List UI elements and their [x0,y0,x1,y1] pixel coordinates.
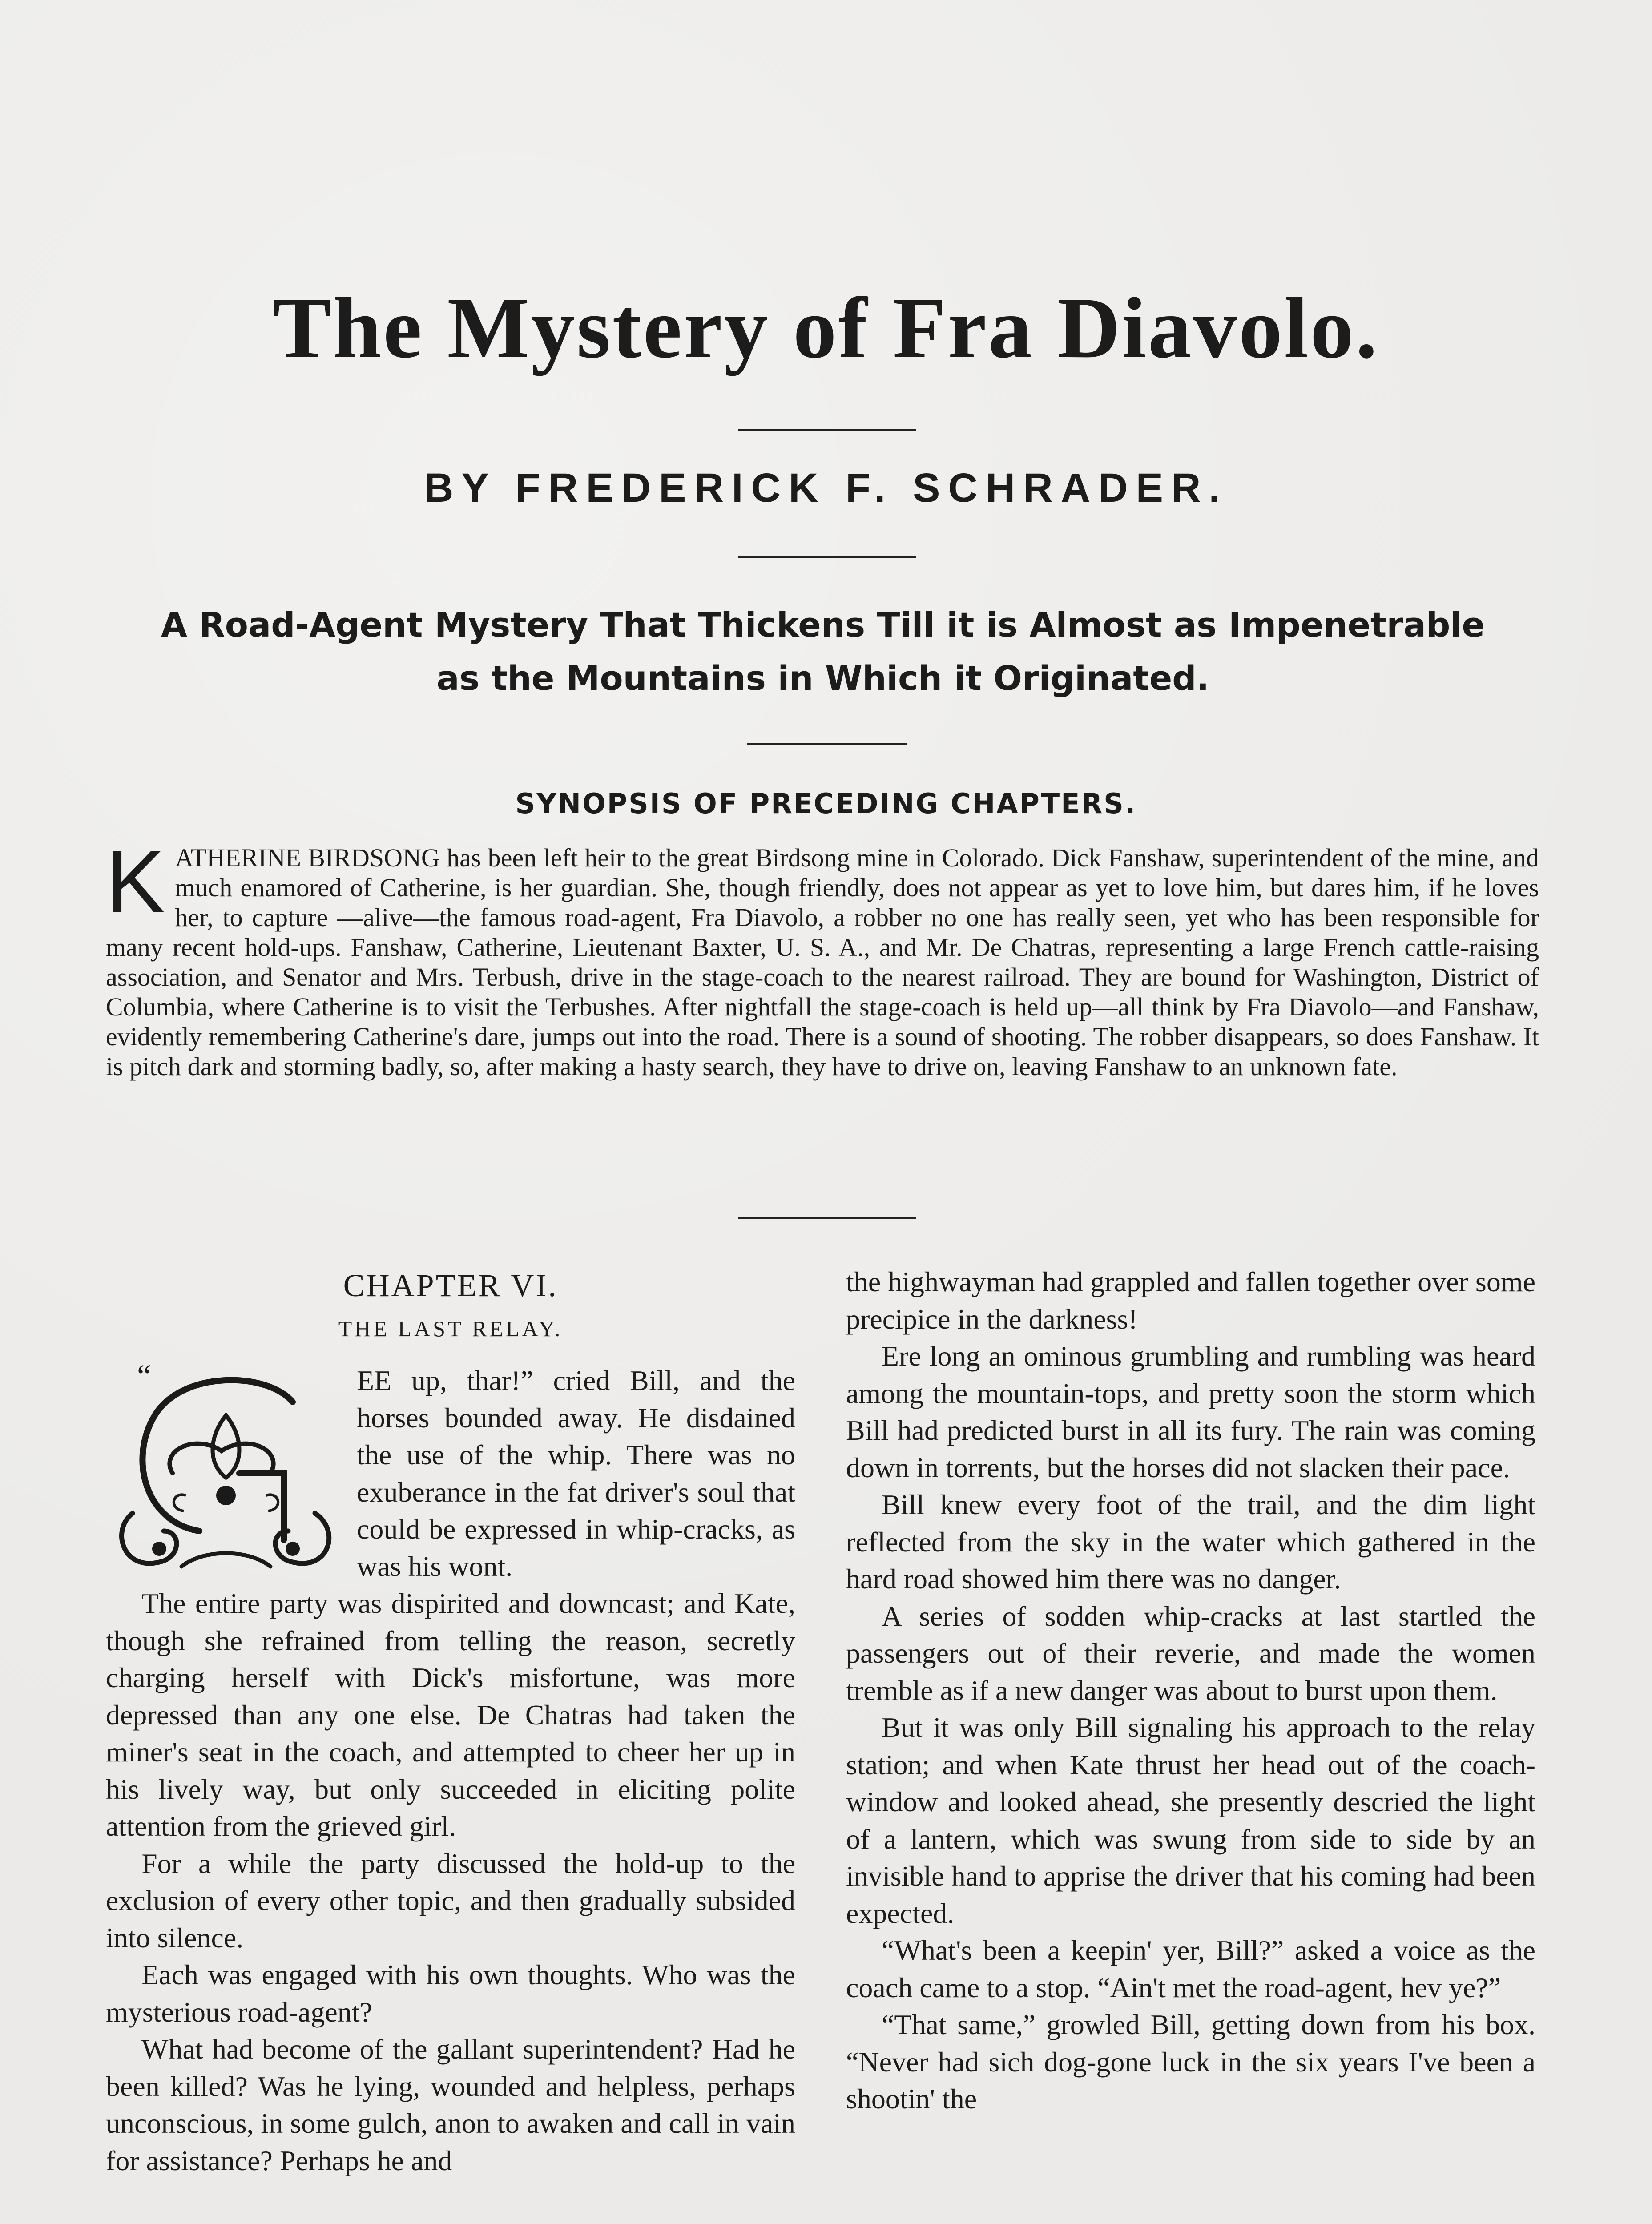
article-byline: BY FREDERICK F. SCHRADER. [424,465,1228,511]
subtitle-divider [747,743,907,745]
synopsis-heading: SYNOPSIS OF PRECEDING CHAPTERS. [515,787,1137,820]
open-quote-mark: “ [137,1358,151,1394]
ornamental-letter-g-icon [106,1362,346,1584]
chapter-paragraph-10: But it was only Bill signaling his approach to the relay station; and when Kate thrust her head out of the coach-window and looked ahead, she presently descried the light of a lantern, which was swung from side to side by an invisible hand to apprise the driver that his coming had been expected. [846,1712,1535,1929]
chapter-paragraph-11: “What's been a keepin' yer, Bill?” asked a voice as the coach came to a stop. “Ain't met the road-agent, hev ye?” [846,1934,1535,2003]
chapter-paragraph-5: What had become of the gallant superintendent? Had he been killed? Was he lying, wounded and helpless, perhaps unconscious, in some gulch, anon to awaken and call in vain for assistance? Perhaps he and [106,2033,795,2176]
article-subtitle [98,598,1548,705]
chapter-paragraph-8: Bill knew every foot of the trail, and the dim light reflected from the sky in the water which gathered in the hard road showed him there was no danger. [846,1489,1535,1595]
title-divider [738,429,916,431]
chapter-paragraph-6: the highwayman had grappled and fallen together over some precipice in the darkness! [846,1266,1535,1335]
chapter-paragraph-12: “That same,” growled Bill, getting down from his box. “Never had sich dog-gone luck in the six years I've been a shootin' the [846,2009,1535,2115]
byline-divider [738,556,916,558]
article-title: The Mystery of Fra Diavolo. [273,280,1379,376]
synopsis-drop-initial: K [106,832,165,931]
left-column [106,1263,795,2179]
chapter-paragraph-1: EE up, thar!” cried Bill, and the horses bounded away. He disdained the use of the whip. There was no exuberance in the fat driver's soul that could be expressed in whip-cracks, as was his wont. [357,1365,795,1582]
ornamental-drop-cap [106,1358,346,1584]
subtitle-line-2: as the Mountains in Which it Originated. [436,658,1209,698]
right-column [846,1263,1535,2118]
chapter-paragraph-7: Ere long an ominous grumbling and rumbling was heard among the mountain-tops, and pretty soon the storm which Bill had predicted burst in all its fury. The rain was coming down in torrents, but the horses did not slacken their pace. [846,1340,1535,1483]
synopsis-body: ATHERINE BIRDSONG has been left heir to the great Birdsong mine in Colorado. Dick Fanshaw, superintendent of the mine, and much enamored of Catherine, is her guardian. She, though friendly, does not appear as yet to love him, but dares him, if he loves her, to capture —alive—the famous road-agent, Fra Diavolo, a robber no one has really seen, yet who has been responsible for many recent hold-ups. Fanshaw, Catherine, Lieutenant Baxter, U. S. A., and Mr. De Chatras, representing a large French cattle-raising association, and Senator and Mrs. Terbush, drive in the stage-coach to the nearest railroad. They are bound for Washington, District of Columbia, where Catherine is to visit the Terbushes. After nightfall the stage-coach is held up—all think by Fra Diavolo—and Fanshaw, evidently remembering Catherine's dare, jumps out into the road. There is a sound of shooting. The robber disappears, so does Fanshaw. It is pitch dark and storming badly, so, after making a hasty search, they have to drive on, leaving Fanshaw to an unknown fate. [106,843,1539,1081]
chapter-paragraph-9: A series of sodden whip-cracks at last startled the passengers out of their reverie, and made the women tremble as if a new danger was about to burst upon them. [846,1600,1535,1706]
chapter-subtitle: THE LAST RELAY. [338,1316,563,1341]
chapter-title: CHAPTER VI. [343,1268,558,1303]
subtitle-line-1: A Road-Agent Mystery That Thickens Till it is Almost as Impenetrable [161,605,1485,645]
chapter-paragraph-3: For a while the party discussed the hold-up to the exclusion of every other topic, and then gradually subsided into silence. [106,1847,795,1954]
chapter-paragraph-4: Each was engaged with his own thoughts. Who was the mysterious road-agent? [106,1959,795,2028]
chapter-paragraph-2: The entire party was dispirited and downcast; and Kate, though she refrained from telling the reason, secretly charging herself with Dick's misfortune, was more depressed than any one else. De Chatras had taken the miner's seat in the coach, and attempted to cheer her up in his lively way, but only succeeded in eliciting polite attention from the grieved girl. [106,1587,795,1842]
synopsis-text-block [106,832,1539,1081]
synopsis-divider [738,1217,916,1219]
